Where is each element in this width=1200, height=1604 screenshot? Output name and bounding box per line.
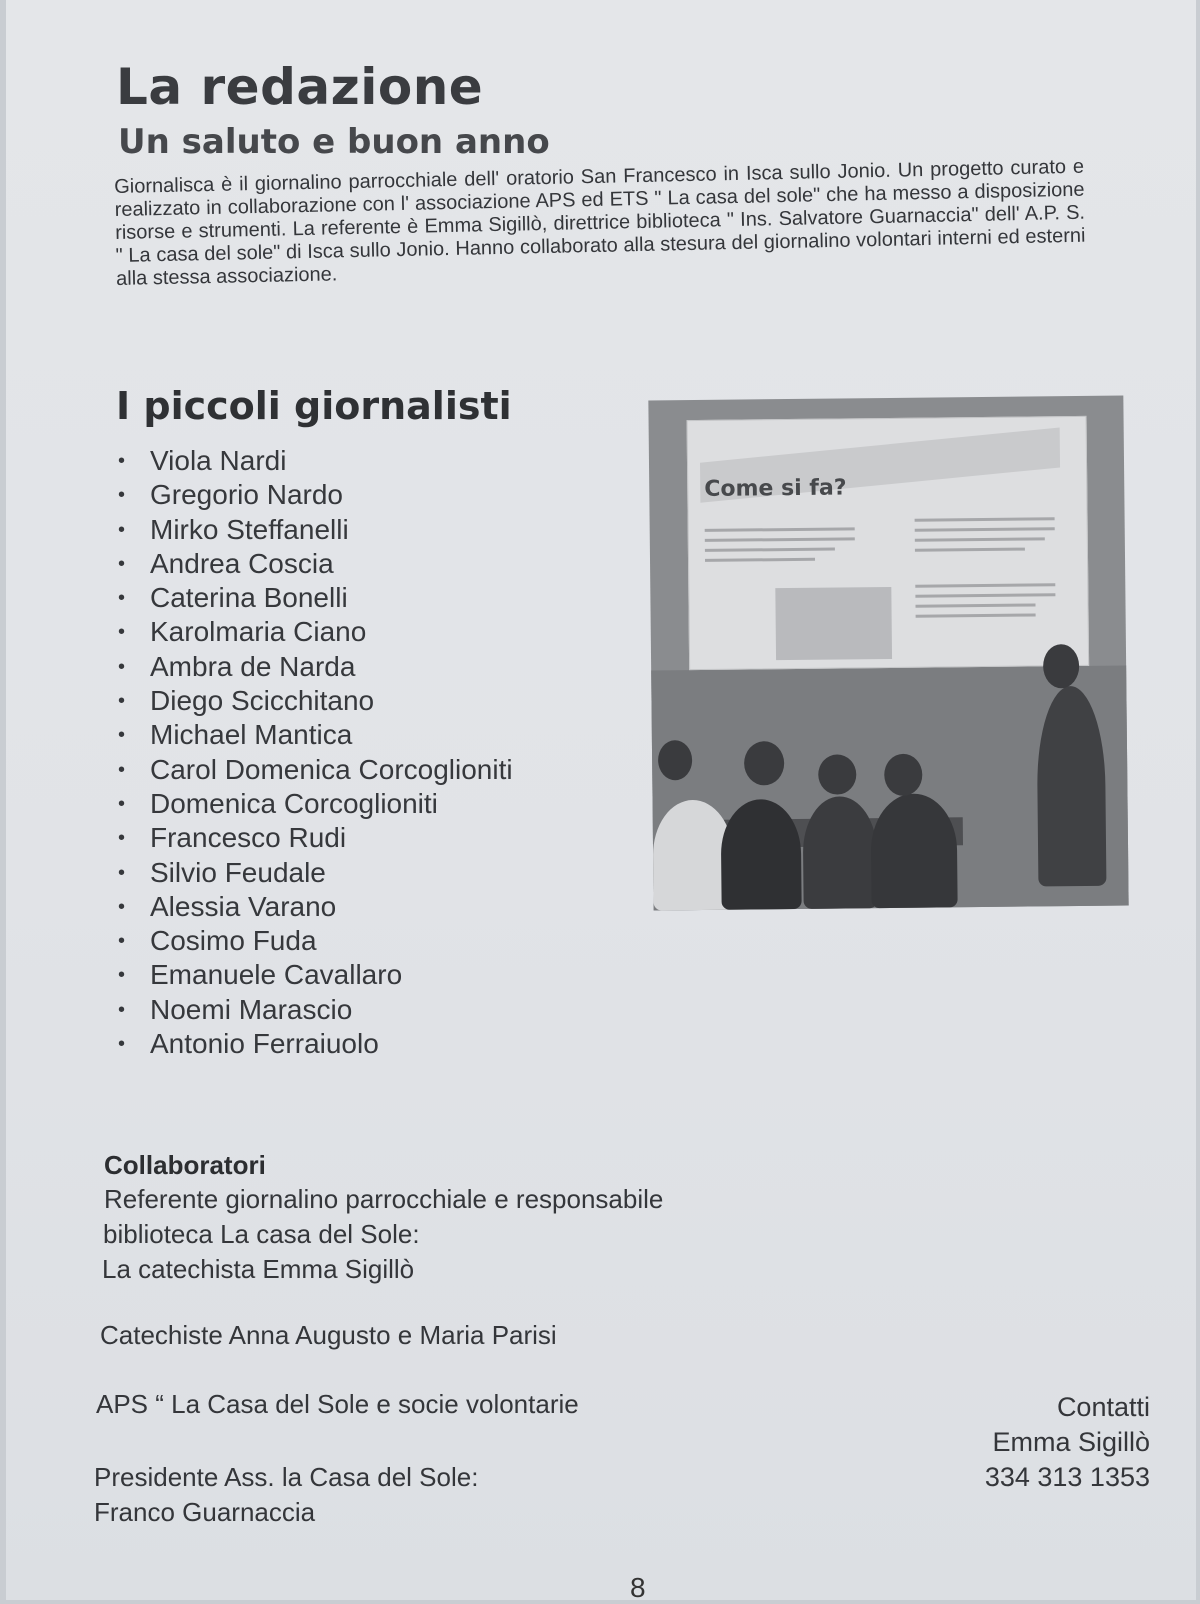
list-item: • Karolmaria Ciano bbox=[118, 615, 513, 649]
list-item: • Caterina Bonelli bbox=[118, 581, 513, 615]
collaborator-line: La catechista Emma Sigillò bbox=[102, 1254, 415, 1284]
list-item: • Ambra de Narda bbox=[118, 650, 513, 684]
list-item: • Diego Scicchitano bbox=[118, 684, 513, 718]
screen-title: Come si fa? bbox=[704, 475, 847, 502]
list-item: • Emanuele Cavallaro bbox=[118, 958, 513, 992]
list-item: • Carol Domenica Corcoglioniti bbox=[118, 753, 513, 787]
screen-text-line bbox=[705, 548, 835, 552]
screen-text-line bbox=[915, 537, 1045, 541]
person-head bbox=[884, 754, 922, 796]
list-item: • Francesco Rudi bbox=[118, 821, 513, 855]
classroom-photo bbox=[648, 396, 1128, 911]
list-item: • Antonio Ferraiuolo bbox=[118, 1027, 513, 1061]
list-item: • Alessia Varano bbox=[118, 890, 513, 924]
collaborators-heading: Collaboratori bbox=[104, 1150, 266, 1180]
screen-text-line bbox=[915, 603, 1035, 607]
page-title: La redazione bbox=[116, 58, 484, 116]
page-number: 8 bbox=[630, 1572, 646, 1603]
list-item: • Noemi Marascio bbox=[118, 993, 513, 1027]
contact-phone: 334 313 1353 bbox=[984, 1462, 1150, 1492]
screen-text-line bbox=[915, 527, 1055, 531]
contacts-block bbox=[985, 1390, 1150, 1495]
screen-text-line bbox=[915, 593, 1055, 597]
person-figure bbox=[803, 796, 878, 909]
list-item: • Cosimo Fuda bbox=[118, 924, 513, 958]
collaborator-line: biblioteca La casa del Sole: bbox=[103, 1219, 420, 1249]
collaborator-line: APS “ La Casa del Sole e socie volontarie bbox=[96, 1389, 579, 1419]
contacts-heading: Contatti bbox=[1056, 1392, 1150, 1422]
newsletter-page bbox=[6, 0, 1196, 1603]
screen-text-line bbox=[915, 548, 1025, 552]
screen-text-line bbox=[915, 517, 1055, 521]
person-head bbox=[658, 740, 692, 780]
collaborator-line: Catechiste Anna Augusto e Maria Parisi bbox=[100, 1320, 557, 1350]
screen-text-line bbox=[705, 537, 855, 542]
presenter-head bbox=[1043, 644, 1079, 688]
screen-text-line bbox=[916, 613, 1036, 617]
screen-illustration bbox=[775, 587, 892, 660]
screen-text-line bbox=[915, 583, 1055, 587]
list-item: • Domenica Corcoglioniti bbox=[118, 787, 513, 821]
collaborator-line: Referente giornalino parrocchiale e responsabile bbox=[104, 1184, 664, 1214]
list-item: • Michael Mantica bbox=[118, 718, 513, 752]
list-item: • Silvio Feudale bbox=[118, 856, 513, 890]
contact-name: Emma Sigillò bbox=[992, 1427, 1150, 1457]
collaborator-line: Presidente Ass. la Casa del Sole: bbox=[94, 1462, 479, 1492]
page-subtitle: Un saluto e buon anno bbox=[118, 122, 550, 162]
person-head bbox=[818, 754, 856, 794]
screen-text-line bbox=[705, 527, 855, 532]
collaborator-line: Franco Guarnaccia bbox=[94, 1497, 316, 1527]
person-head bbox=[744, 741, 784, 785]
intro-paragraph: Giornalisca è il giornalino parrocchiale dell' oratorio San Francesco in Isca sullo Jonio. Un progetto curato e realizzato in collaborazione con l' associazione APS ed ETS " La casa del sole" che ha messo a disposizione risorse e strumenti. La referente è Emma Sigillò, direttrice biblioteca " Ins. Salvatore Guarnaccia" dell' A.P. S. " La casa del sole" di Isca sullo Jonio. Hanno collaborato alla stesura del giornalino volontari interni ed esterni alla stessa associazione. bbox=[114, 155, 1086, 290]
list-item: • Andrea Coscia bbox=[118, 547, 513, 581]
journalists-heading: I piccoli giornalisti bbox=[116, 384, 512, 428]
person-figure bbox=[870, 793, 957, 908]
list-item: • Viola Nardi bbox=[118, 444, 513, 478]
person-figure bbox=[721, 799, 802, 910]
journalists-list bbox=[118, 444, 513, 1061]
list-item: • Gregorio Nardo bbox=[118, 478, 513, 512]
list-item: • Mirko Steffanelli bbox=[118, 513, 513, 547]
projection-screen bbox=[687, 416, 1090, 670]
screen-text-line bbox=[705, 558, 815, 562]
